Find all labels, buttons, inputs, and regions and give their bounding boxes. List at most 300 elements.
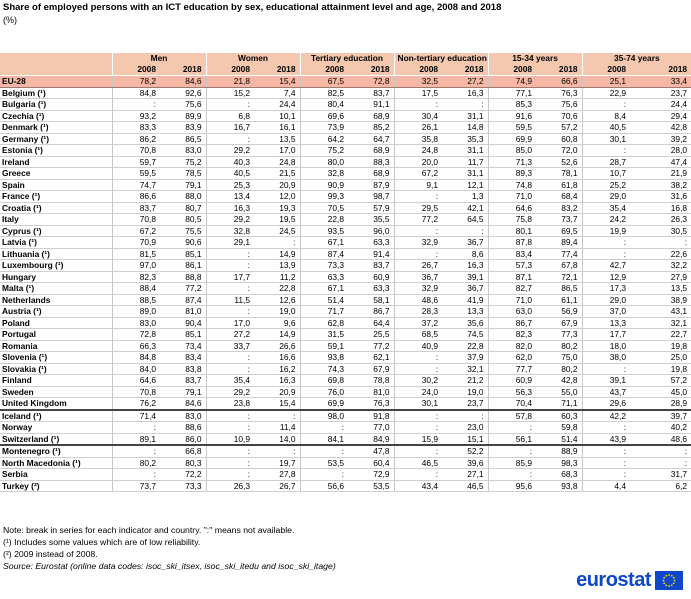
country-name: Denmark (¹) <box>0 122 112 134</box>
value-cell: 90,9 <box>300 179 348 191</box>
value-cell: 88,0 <box>160 191 206 203</box>
value-cell: 88,3 <box>348 156 394 168</box>
value-cell: : <box>488 469 536 481</box>
table-row-france <box>0 191 691 203</box>
value-cell: 71,0 <box>488 294 536 306</box>
value-cell: 19,3 <box>254 202 300 214</box>
value-cell: 29,0 <box>582 294 630 306</box>
value-cell: 84,0 <box>112 363 160 375</box>
value-cell: : <box>582 237 630 249</box>
table-row-norway <box>0 422 691 434</box>
value-cell: 6,8 <box>206 110 254 122</box>
table-row-croatia <box>0 202 691 214</box>
value-cell: 60,9 <box>488 375 536 387</box>
value-cell: 85,1 <box>160 248 206 260</box>
value-cell: 33,7 <box>206 340 254 352</box>
value-cell: 22,8 <box>300 214 348 226</box>
value-cell: 88,5 <box>112 294 160 306</box>
table-row-portugal <box>0 329 691 341</box>
country-name: Serbia <box>0 469 112 481</box>
value-cell: 25,3 <box>206 179 254 191</box>
value-cell: 16,1 <box>254 122 300 134</box>
value-cell: 25,5 <box>348 329 394 341</box>
value-cell: 80,2 <box>536 363 582 375</box>
value-cell: 84,6 <box>160 398 206 410</box>
value-cell: 76,3 <box>348 398 394 410</box>
value-cell: 75,6 <box>160 99 206 111</box>
value-cell: 40,2 <box>630 422 691 434</box>
country-name: Belgium (¹) <box>0 87 112 99</box>
value-cell: 63,3 <box>348 283 394 295</box>
value-cell: : <box>394 469 442 481</box>
header-group-non-tertiary-education: Non-tertiary education <box>394 53 488 64</box>
value-cell: 42,2 <box>582 410 630 422</box>
value-cell: 56,1 <box>488 433 536 445</box>
value-cell: 13,5 <box>630 283 691 295</box>
value-cell: 26,7 <box>254 480 300 492</box>
value-cell: 45,0 <box>630 386 691 398</box>
value-cell: 35,4 <box>206 375 254 387</box>
value-cell: : <box>582 422 630 434</box>
value-cell: 24,5 <box>254 225 300 237</box>
value-cell: 87,4 <box>300 248 348 260</box>
value-cell: 32,5 <box>394 76 442 88</box>
value-cell: 26,3 <box>206 480 254 492</box>
value-cell: 79,1 <box>160 179 206 191</box>
value-cell: 30,4 <box>394 110 442 122</box>
table-row-denmark <box>0 122 691 134</box>
value-cell: 17,5 <box>394 87 442 99</box>
value-cell: 22,7 <box>630 329 691 341</box>
value-cell: 23,0 <box>442 422 488 434</box>
country-name: Ireland <box>0 156 112 168</box>
value-cell: 26,3 <box>630 214 691 226</box>
table-row-romania <box>0 340 691 352</box>
value-cell: 83,7 <box>348 260 394 272</box>
value-cell: 16,3 <box>254 375 300 387</box>
country-name: Netherlands <box>0 294 112 306</box>
value-cell: 77,2 <box>348 340 394 352</box>
value-cell: 83,8 <box>160 363 206 375</box>
value-cell: 72,1 <box>536 271 582 283</box>
value-cell: 69,6 <box>300 110 348 122</box>
value-cell: 47,4 <box>630 156 691 168</box>
value-cell: 77,4 <box>536 248 582 260</box>
value-cell: 37,9 <box>442 352 488 364</box>
value-cell: 6,2 <box>630 480 691 492</box>
value-cell: 26,6 <box>254 340 300 352</box>
country-name: EU-28 <box>0 76 112 88</box>
value-cell: 68,9 <box>348 168 394 180</box>
value-cell: 83,4 <box>488 248 536 260</box>
table-row-greece <box>0 168 691 180</box>
country-name: Hungary <box>0 271 112 283</box>
value-cell: : <box>206 457 254 469</box>
value-cell: 78,5 <box>160 168 206 180</box>
value-cell: 59,8 <box>536 422 582 434</box>
value-cell: 75,6 <box>536 99 582 111</box>
value-cell: 33,4 <box>630 76 691 88</box>
value-cell: : <box>254 445 300 457</box>
value-cell: 39,7 <box>630 410 691 422</box>
value-cell: 28,0 <box>630 145 691 157</box>
country-name: Bulgaria (¹) <box>0 99 112 111</box>
value-cell: 67,9 <box>348 363 394 375</box>
value-cell: 83,2 <box>536 202 582 214</box>
value-cell: 77,2 <box>160 283 206 295</box>
value-cell: 18,0 <box>582 340 630 352</box>
value-cell: : <box>206 445 254 457</box>
value-cell: 64,6 <box>112 375 160 387</box>
value-cell: : <box>394 445 442 457</box>
value-cell: 85,3 <box>488 99 536 111</box>
value-cell: 31,1 <box>442 168 488 180</box>
value-cell: 74,8 <box>488 179 536 191</box>
value-cell: 72,2 <box>160 469 206 481</box>
value-cell: 57,8 <box>488 410 536 422</box>
value-cell: 24,8 <box>254 156 300 168</box>
value-cell: 13,3 <box>582 317 630 329</box>
value-cell: 21,9 <box>630 168 691 180</box>
value-cell: 30,5 <box>630 225 691 237</box>
value-cell: 14,8 <box>442 122 488 134</box>
value-cell: 87,1 <box>488 271 536 283</box>
value-cell: 66,3 <box>112 340 160 352</box>
value-cell: : <box>206 410 254 422</box>
value-cell: 15,9 <box>394 433 442 445</box>
header-year-2008: 2008 <box>206 64 254 76</box>
value-cell: 46,5 <box>394 457 442 469</box>
value-cell: : <box>394 99 442 111</box>
value-cell: : <box>112 469 160 481</box>
country-name: Italy <box>0 214 112 226</box>
value-cell: 91,4 <box>348 248 394 260</box>
value-cell: 40,3 <box>206 156 254 168</box>
value-cell: 56,6 <box>300 480 348 492</box>
value-cell: 17,7 <box>582 329 630 341</box>
table-row-latvia <box>0 237 691 249</box>
value-cell: 64,7 <box>348 133 394 145</box>
value-cell: 13,5 <box>254 133 300 145</box>
value-cell: : <box>442 410 488 422</box>
value-cell: 89,0 <box>112 306 160 318</box>
value-cell: 13,3 <box>442 306 488 318</box>
value-cell: 24,4 <box>254 99 300 111</box>
value-cell: : <box>300 469 348 481</box>
table-row-north-macedonia <box>0 457 691 469</box>
value-cell: 77,3 <box>536 329 582 341</box>
value-cell: 10,1 <box>254 110 300 122</box>
table-row-italy <box>0 214 691 226</box>
value-cell: 46,5 <box>442 480 488 492</box>
value-cell: 75,0 <box>536 352 582 364</box>
value-cell: 88,9 <box>536 445 582 457</box>
value-cell: 72,8 <box>112 329 160 341</box>
value-cell: 80,1 <box>488 225 536 237</box>
value-cell: 9,6 <box>254 317 300 329</box>
value-cell: 16,3 <box>442 87 488 99</box>
header-year-2018: 2018 <box>160 64 206 76</box>
value-cell: 28,9 <box>630 398 691 410</box>
value-cell: 20,9 <box>254 179 300 191</box>
value-cell: 60,3 <box>536 410 582 422</box>
value-cell: 62,8 <box>300 317 348 329</box>
value-cell: 85,1 <box>160 329 206 341</box>
value-cell: 75,5 <box>160 225 206 237</box>
value-cell: 53,5 <box>348 480 394 492</box>
value-cell: 71,1 <box>536 398 582 410</box>
table-row-germany <box>0 133 691 145</box>
value-cell: : <box>112 99 160 111</box>
value-cell: 16,3 <box>442 260 488 272</box>
value-cell: 79,1 <box>160 386 206 398</box>
header-year-2018: 2018 <box>536 64 582 76</box>
country-name: Turkey (²) <box>0 480 112 492</box>
value-cell: 16,8 <box>630 202 691 214</box>
country-name: Romania <box>0 340 112 352</box>
value-cell: 31,7 <box>630 469 691 481</box>
eurostat-wordmark: eurostat <box>576 569 651 591</box>
value-cell: 53,5 <box>300 457 348 469</box>
value-cell: 73,3 <box>300 260 348 272</box>
value-cell: : <box>442 99 488 111</box>
value-cell: 68,5 <box>394 329 442 341</box>
value-cell: 19,5 <box>254 214 300 226</box>
value-cell: 42,7 <box>582 260 630 272</box>
value-cell: 68,3 <box>536 469 582 481</box>
data-table <box>0 53 691 492</box>
value-cell: 84,9 <box>348 433 394 445</box>
value-cell: : <box>582 248 630 260</box>
country-name: Sweden <box>0 386 112 398</box>
value-cell: 32,8 <box>206 225 254 237</box>
value-cell: 22,8 <box>254 283 300 295</box>
table-row-serbia <box>0 469 691 481</box>
value-cell: 36,7 <box>442 283 488 295</box>
value-cell: 98,7 <box>348 191 394 203</box>
value-cell: 83,0 <box>112 317 160 329</box>
value-cell: : <box>300 445 348 457</box>
value-cell: : <box>206 363 254 375</box>
country-name: United Kingdom <box>0 398 112 410</box>
value-cell: 21,8 <box>206 76 254 88</box>
value-cell: 17,7 <box>206 271 254 283</box>
table-row-montenegro <box>0 445 691 457</box>
value-cell: : <box>488 422 536 434</box>
value-cell: 51,4 <box>536 433 582 445</box>
header-group-women: Women <box>206 53 300 64</box>
value-cell: 61,1 <box>536 294 582 306</box>
value-cell: 27,2 <box>206 329 254 341</box>
value-cell: 67,1 <box>300 237 348 249</box>
value-cell: 16,6 <box>254 352 300 364</box>
header-years-row <box>0 64 691 76</box>
table-row-slovakia <box>0 363 691 375</box>
value-cell: 8,4 <box>582 110 630 122</box>
value-cell: 83,7 <box>160 375 206 387</box>
header-year-2008: 2008 <box>488 64 536 76</box>
table-row-finland <box>0 375 691 387</box>
value-cell: 82,0 <box>488 340 536 352</box>
value-cell: 70,4 <box>488 398 536 410</box>
value-cell: 72,8 <box>348 76 394 88</box>
country-name: Luxembourg (¹) <box>0 260 112 272</box>
value-cell: 39,1 <box>442 271 488 283</box>
value-cell: 78,2 <box>112 76 160 88</box>
value-cell: 25,2 <box>582 179 630 191</box>
country-name: Malta (¹) <box>0 283 112 295</box>
value-cell: 28,3 <box>394 306 442 318</box>
value-cell: 74,5 <box>442 329 488 341</box>
value-cell: 68,4 <box>536 191 582 203</box>
header-year-2008: 2008 <box>112 64 160 76</box>
value-cell: 16,3 <box>206 202 254 214</box>
value-cell: 30,1 <box>394 398 442 410</box>
value-cell: 15,4 <box>254 398 300 410</box>
country-name: Switzerland (¹) <box>0 433 112 445</box>
value-cell: 41,9 <box>442 294 488 306</box>
value-cell: 13,4 <box>206 191 254 203</box>
value-cell: 76,0 <box>300 386 348 398</box>
value-cell: 22,8 <box>442 340 488 352</box>
value-cell: 17,3 <box>582 283 630 295</box>
table-row-malta <box>0 283 691 295</box>
value-cell: 81,0 <box>160 306 206 318</box>
value-cell: 32,9 <box>394 237 442 249</box>
value-cell: 35,3 <box>442 133 488 145</box>
value-cell: 24,4 <box>630 99 691 111</box>
value-cell: 56,9 <box>536 306 582 318</box>
value-cell: 93,8 <box>536 480 582 492</box>
value-cell: : <box>206 283 254 295</box>
value-cell: 70,5 <box>300 202 348 214</box>
value-cell: 67,1 <box>300 283 348 295</box>
value-cell: 99,3 <box>300 191 348 203</box>
value-cell: 14,9 <box>254 329 300 341</box>
value-cell: 73,7 <box>536 214 582 226</box>
country-name: Iceland (¹) <box>0 410 112 422</box>
table-row-hungary <box>0 271 691 283</box>
table-row-switzerland <box>0 433 691 445</box>
value-cell: : <box>394 191 442 203</box>
value-cell: 69,9 <box>300 398 348 410</box>
value-cell: : <box>254 410 300 422</box>
value-cell: 16,2 <box>254 363 300 375</box>
value-cell: 81,5 <box>112 248 160 260</box>
value-cell: 29,4 <box>630 110 691 122</box>
value-cell: 12,0 <box>254 191 300 203</box>
value-cell: 32,2 <box>630 260 691 272</box>
value-cell: 19,9 <box>582 225 630 237</box>
value-cell: 91,8 <box>348 410 394 422</box>
value-cell: : <box>488 445 536 457</box>
value-cell: 21,5 <box>254 168 300 180</box>
value-cell: 88,4 <box>112 283 160 295</box>
header-year-2018: 2018 <box>630 64 691 76</box>
table-row-iceland <box>0 410 691 422</box>
value-cell: 69,9 <box>488 133 536 145</box>
value-cell: 12,6 <box>254 294 300 306</box>
table-row-belgium <box>0 87 691 99</box>
value-cell: : <box>112 422 160 434</box>
value-cell: 35,5 <box>348 214 394 226</box>
value-cell: 10,7 <box>582 168 630 180</box>
country-name: Portugal <box>0 329 112 341</box>
table-row-poland <box>0 317 691 329</box>
value-cell: 77,1 <box>488 87 536 99</box>
value-cell: 98,3 <box>536 457 582 469</box>
value-cell: 89,9 <box>160 110 206 122</box>
value-cell: 19,0 <box>254 306 300 318</box>
value-cell: 83,9 <box>160 122 206 134</box>
value-cell: 83,7 <box>112 202 160 214</box>
value-cell: 19,8 <box>630 363 691 375</box>
value-cell: 67,8 <box>536 260 582 272</box>
value-cell: 59,1 <box>300 340 348 352</box>
table-row-slovenia <box>0 352 691 364</box>
header-year-2018: 2018 <box>348 64 394 76</box>
header-year-2008: 2008 <box>300 64 348 76</box>
value-cell: 9,1 <box>394 179 442 191</box>
value-cell: 69,8 <box>300 375 348 387</box>
value-cell: 78,8 <box>348 375 394 387</box>
table-row-united-kingdom <box>0 398 691 410</box>
value-cell: 70,8 <box>112 214 160 226</box>
value-cell: 11,4 <box>254 422 300 434</box>
value-cell: 7,4 <box>254 87 300 99</box>
value-cell: 19,0 <box>442 386 488 398</box>
value-cell: 97,0 <box>112 260 160 272</box>
value-cell: 57,2 <box>536 122 582 134</box>
value-cell: 29,0 <box>582 191 630 203</box>
value-cell: 24,0 <box>394 386 442 398</box>
value-cell: 71,7 <box>300 306 348 318</box>
value-cell: 32,1 <box>630 317 691 329</box>
value-cell: : <box>254 237 300 249</box>
value-cell: : <box>112 445 160 457</box>
value-cell: 36,7 <box>394 271 442 283</box>
value-cell: 57,2 <box>630 375 691 387</box>
value-cell: : <box>206 352 254 364</box>
value-cell: 90,4 <box>160 317 206 329</box>
value-cell: 81,0 <box>348 386 394 398</box>
unit-label: (%) <box>3 15 17 25</box>
table-row-cyprus <box>0 225 691 237</box>
value-cell: 76,2 <box>112 398 160 410</box>
value-cell: 26,7 <box>394 260 442 272</box>
country-name: Croatia (¹) <box>0 202 112 214</box>
country-name: Estonia (¹) <box>0 145 112 157</box>
value-cell: 40,5 <box>206 168 254 180</box>
header-year-2008: 2008 <box>582 64 630 76</box>
value-cell: 93,5 <box>300 225 348 237</box>
header-corner <box>0 64 112 76</box>
value-cell: 68,9 <box>348 145 394 157</box>
header-group-men: Men <box>112 53 206 64</box>
value-cell: 83,0 <box>160 145 206 157</box>
value-cell: 27,8 <box>254 469 300 481</box>
table-row-spain <box>0 179 691 191</box>
value-cell: 52,6 <box>536 156 582 168</box>
value-cell: : <box>582 445 630 457</box>
country-name: Norway <box>0 422 112 434</box>
value-cell: 83,3 <box>112 122 160 134</box>
value-cell: 89,3 <box>488 168 536 180</box>
value-cell: 59,5 <box>112 168 160 180</box>
value-cell: 80,2 <box>536 340 582 352</box>
value-cell: 71,4 <box>112 410 160 422</box>
value-cell: 78,1 <box>536 168 582 180</box>
